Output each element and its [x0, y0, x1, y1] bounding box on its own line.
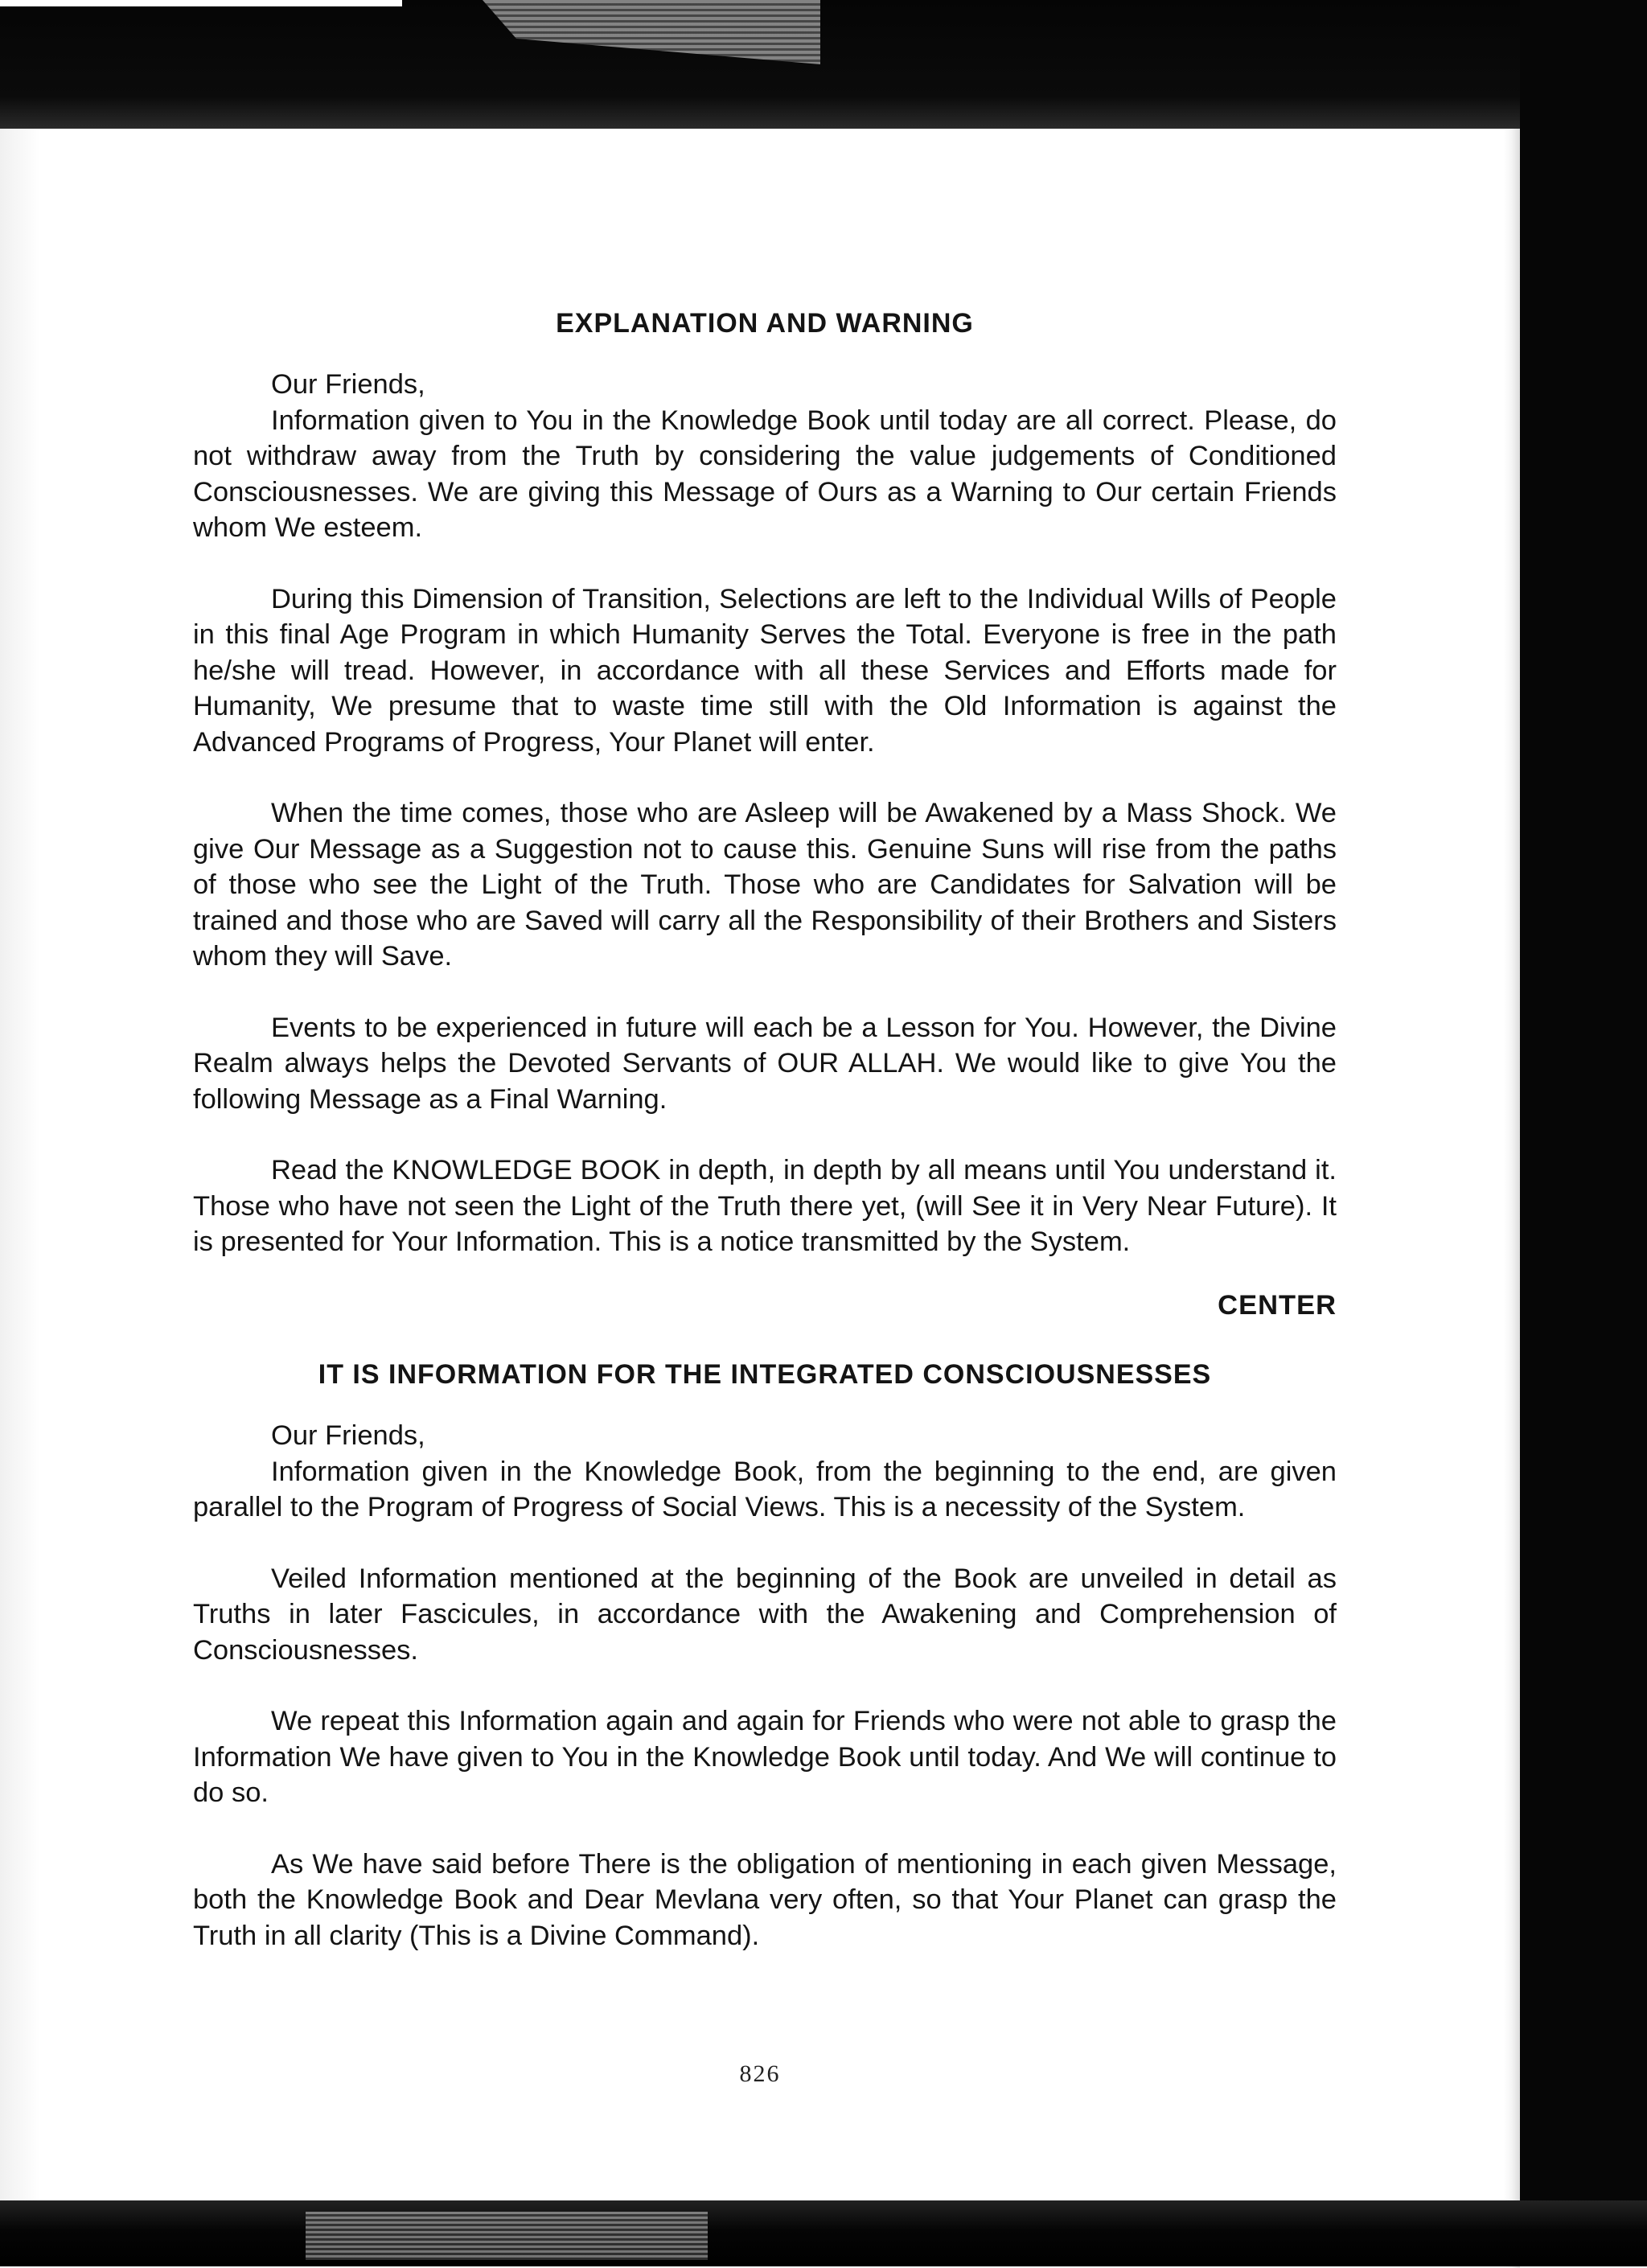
paragraph: During this Dimension of Transition, Selections are left to the Individual Wills of People in this final Age Program in which Humanity Serves the Total. Everyone is free in the path he/she will tread. However, in accordance with all these Services and Efforts made for Humanity, We presume that to waste time still with the Old Information is against the Advanced Programs of Progress, Your Planet will enter.: [193, 583, 1337, 758]
scan-page-edge-shadow: [1504, 129, 1520, 2268]
paragraph: As We have said before There is the obligation of mentioning in each given Message, both the Knowledge Book and Dear Mevlana very often, so that Your Planet can grasp the Truth in all clarity (This is a Divine Command).: [193, 1848, 1337, 1951]
paragraph: Information given to You in the Knowledge Book until today are all correct. Please, do not withdraw away from the Truth by considering the value judgements of Conditioned Consciousnesses. We are giving this Message of Ours as a Warning to Our certain Friends whom We esteem.: [193, 405, 1337, 543]
document-page: [193, 306, 1337, 1954]
paragraph: We repeat this Information again and again for Friends who were not able to grasp the Information We have given to You in the Knowledge Book until today. And We will continue to do so.: [193, 1706, 1337, 1808]
section-title-integrated: IT IS INFORMATION FOR THE INTEGRATED CONSCIOUSNESSES: [318, 1359, 1212, 1390]
scan-border-right: [1520, 0, 1647, 2266]
paragraph: Read the KNOWLEDGE BOOK in depth, in depth by all means until You understand it. Those who have not seen the Light of the Truth there yet, (will See it in Very Near Future). It is presented for Your Information. This is a notice transmitted by the System.: [193, 1155, 1337, 1257]
greeting: Our Friends,: [271, 1420, 425, 1451]
scan-border-left: [0, 129, 40, 2204]
signature-center: CENTER: [1218, 1289, 1337, 1321]
paragraph: Veiled Information mentioned at the beginning of the Book are unveiled in detail as Truths in later Fascicules, in accordance with the Awakening and Comprehension of Consciousnesses.: [193, 1563, 1337, 1666]
paragraph: Information given in the Knowledge Book, from the beginning to the end, are given parallel to the Program of Progress of Social Views. This is a necessity of the System.: [193, 1456, 1337, 1522]
page-number: 826: [739, 2061, 781, 2087]
scan-border-bottom: [0, 2200, 1647, 2266]
scan-border-top: [0, 0, 1647, 129]
section-title-explanation: EXPLANATION AND WARNING: [556, 308, 974, 339]
greeting: Our Friends,: [271, 369, 425, 400]
paragraph: When the time comes, those who are Asleep will be Awakened by a Mass Shock. We give Our Message as a Suggestion not to cause this. Genuine Suns will rise from the paths of those who see the Light of the Truth. Those who are Candidates for Salvation will be trained and those who are Saved will carry all the Responsibility of their Brothers and Sisters whom they will Save.: [193, 798, 1337, 972]
paragraph: Events to be experienced in future will each be a Lesson for You. However, the Divine Realm always helps the Devoted Servants of OUR ALLAH. We would like to give You the following Message as a Final Warning.: [193, 1012, 1337, 1115]
